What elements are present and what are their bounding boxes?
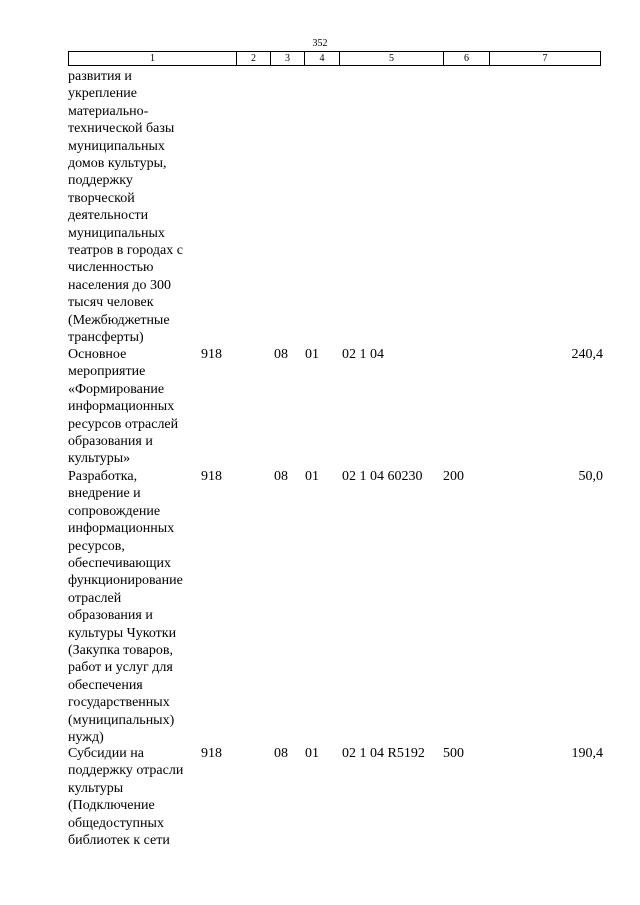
row-subsection: 01 xyxy=(305,469,319,484)
row-target: 02 1 04 xyxy=(342,347,384,362)
row-code: 918 xyxy=(201,347,222,362)
table-header xyxy=(68,51,601,66)
row-amount: 190,4 xyxy=(571,746,603,761)
row-amount: 240,4 xyxy=(571,347,603,362)
header-col-3: 3 xyxy=(270,52,304,65)
row-section: 08 xyxy=(274,469,288,484)
row-subsection: 01 xyxy=(305,746,319,761)
header-col-1: 1 xyxy=(150,53,155,64)
row-type: 500 xyxy=(443,746,464,761)
row-code: 918 xyxy=(201,469,222,484)
row-amount: 50,0 xyxy=(578,469,603,484)
row-target: 02 1 04 R5192 xyxy=(342,746,425,761)
header-col-7: 7 xyxy=(489,52,600,65)
header-col-2: 2 xyxy=(236,52,270,65)
row-name: Субсидии на поддержку отрасли культуры (Подключение общедоступных библиотек к сети xyxy=(68,746,184,849)
row-subsection: 01 xyxy=(305,347,319,362)
row-section: 08 xyxy=(274,746,288,761)
row-type: 200 xyxy=(443,469,464,484)
row-name: Основное мероприятие «Формирование информационных ресурсов отраслей образования и культуры» xyxy=(68,347,179,467)
header-col-5: 5 xyxy=(339,52,443,65)
header-col-4: 4 xyxy=(304,52,339,65)
row-code: 918 xyxy=(201,746,222,761)
header-col-6: 6 xyxy=(443,52,489,65)
row-name: развития и укрепление материально- технической базы муниципальных домов культуры, поддержку творческой деятельности муниципальных театров в городах с численностью населения до 300 тысяч человек (Межбюджетные трансферты) xyxy=(68,69,183,346)
row-target: 02 1 04 60230 xyxy=(342,469,423,484)
row-name: Разработка, внедрение и сопровождение информационных ресурсов, обеспечивающих функционирование отраслей образования и культуры Чукотки (Закупка товаров, работ и услуг для обеспечения государственных (муниципальных) нужд) xyxy=(68,469,183,746)
page-number: 352 xyxy=(312,38,328,49)
row-section: 08 xyxy=(274,347,288,362)
